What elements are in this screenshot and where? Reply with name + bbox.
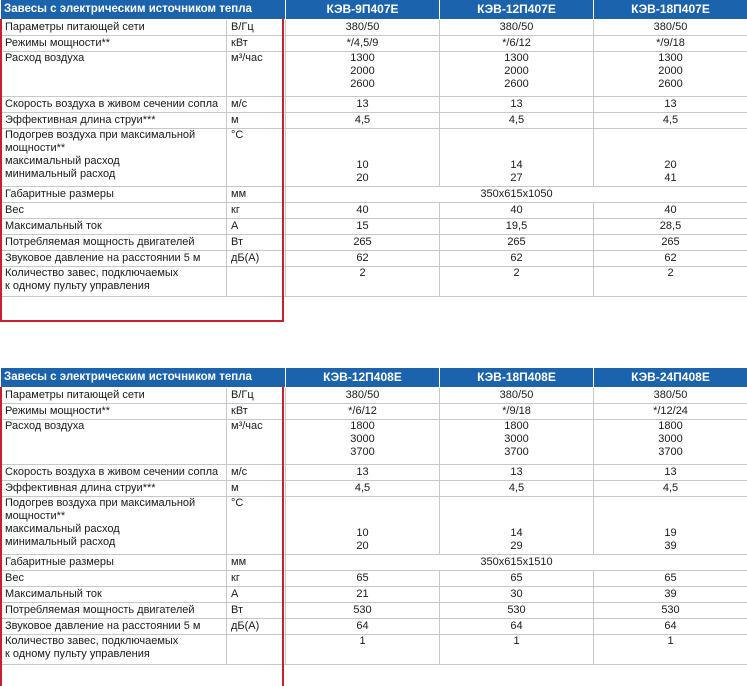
param-value: */4,5/9 (286, 36, 440, 52)
param-value: 21 (286, 587, 440, 603)
param-unit: В/Гц (227, 20, 286, 36)
param-value-line: 39 (664, 540, 677, 552)
param-value: 40 (286, 203, 440, 219)
table-row (1, 555, 747, 571)
table-row (1, 465, 747, 481)
param-value-line: 1800 (504, 420, 529, 432)
param-value-line: 3700 (350, 446, 375, 458)
param-unit: дБ(А) (227, 251, 286, 267)
param-value-line: 10 (356, 527, 369, 539)
param-value (440, 420, 594, 465)
param-value: 265 (594, 235, 747, 251)
param-value: 530 (440, 603, 594, 619)
param-name-line: мощности** (5, 510, 66, 522)
model-header: КЭВ-18П408Е (440, 368, 594, 388)
param-value (594, 420, 747, 465)
param-unit: Вт (227, 235, 286, 251)
param-value: 4,5 (594, 113, 747, 129)
param-value (440, 129, 594, 187)
param-name-line: к одному пульту управления (5, 280, 150, 292)
table-row (1, 251, 747, 267)
param-value: 64 (286, 619, 440, 635)
param-name (1, 635, 227, 665)
param-value-line: 20 (664, 159, 677, 171)
param-value (594, 129, 747, 187)
param-value: 28,5 (594, 219, 747, 235)
param-value: 4,5 (594, 481, 747, 497)
param-value (440, 497, 594, 555)
table-row (1, 497, 747, 555)
param-value: 62 (594, 251, 747, 267)
table-row (1, 187, 747, 203)
param-value: 380/50 (286, 20, 440, 36)
table-row (1, 420, 747, 465)
param-value: 2 (440, 267, 594, 297)
param-unit: В/Гц (227, 388, 286, 404)
param-unit: мм (227, 555, 286, 571)
param-value: 62 (286, 251, 440, 267)
param-name: Расход воздуха (1, 420, 227, 465)
param-value-line: 2600 (658, 78, 683, 90)
table-row (1, 97, 747, 113)
table-row (1, 619, 747, 635)
param-value-line: 29 (510, 540, 523, 552)
table-row (1, 129, 747, 187)
param-value: 380/50 (594, 20, 747, 36)
table-row (1, 52, 747, 97)
param-name: Вес (1, 203, 227, 219)
param-unit: °С (227, 497, 286, 555)
param-value: 15 (286, 219, 440, 235)
param-name-line: Подогрев воздуха при максимальной (5, 497, 196, 509)
param-unit: м/с (227, 465, 286, 481)
table-row (1, 587, 747, 603)
param-name: Максимальный ток (1, 587, 227, 603)
param-value: */9/18 (594, 36, 747, 52)
param-value-line: 27 (510, 172, 523, 184)
param-name (1, 129, 227, 187)
param-value-line: 2000 (350, 65, 375, 77)
table-title: Завесы с электрическим источником тепла (1, 0, 286, 20)
param-unit: м/с (227, 97, 286, 113)
param-name: Максимальный ток (1, 219, 227, 235)
param-value: */6/12 (440, 36, 594, 52)
table-row (1, 571, 747, 587)
param-unit: кВт (227, 36, 286, 52)
param-value: 30 (440, 587, 594, 603)
table-row (1, 404, 747, 420)
param-name: Эффективная длина струи*** (1, 481, 227, 497)
param-value: 62 (440, 251, 594, 267)
param-value: 530 (286, 603, 440, 619)
param-unit: кг (227, 571, 286, 587)
param-value: 265 (286, 235, 440, 251)
table-row (1, 267, 747, 297)
param-value: 65 (594, 571, 747, 587)
param-value: 2 (594, 267, 747, 297)
param-name-line: Количество завес, подключаемых (5, 267, 179, 279)
table-row (1, 113, 747, 129)
param-value: 1 (440, 635, 594, 665)
param-value: 13 (286, 97, 440, 113)
param-value: */9/18 (440, 404, 594, 420)
param-name-line: Количество завес, подключаемых (5, 635, 179, 647)
param-value-line: 20 (356, 172, 369, 184)
table-header-row (1, 0, 747, 20)
param-value-line: 2600 (504, 78, 529, 90)
param-name: Потребляемая мощность двигателей (1, 603, 227, 619)
model-header: КЭВ-18П407Е (594, 0, 747, 20)
param-unit: А (227, 587, 286, 603)
param-name: Скорость воздуха в живом сечении сопла (1, 97, 227, 113)
param-name: Параметры питающей сети (1, 388, 227, 404)
param-value: 64 (440, 619, 594, 635)
param-name-line: Подогрев воздуха при максимальной (5, 129, 196, 141)
param-value: 13 (440, 97, 594, 113)
param-name: Потребляемая мощность двигателей (1, 235, 227, 251)
param-value (594, 52, 747, 97)
param-value-line: 1300 (504, 52, 529, 64)
param-unit: мм (227, 187, 286, 203)
param-unit: м (227, 481, 286, 497)
param-name-line: максимальный расход (5, 155, 120, 167)
param-value: 2 (286, 267, 440, 297)
param-value-line: 3700 (658, 446, 683, 458)
param-value-line: 1800 (350, 420, 375, 432)
param-value (286, 420, 440, 465)
param-unit: м (227, 113, 286, 129)
param-value (594, 497, 747, 555)
param-name: Звуковое давление на расстоянии 5 м (1, 619, 227, 635)
table-header-row (1, 368, 747, 388)
param-name: Звуковое давление на расстоянии 5 м (1, 251, 227, 267)
param-value: 4,5 (440, 113, 594, 129)
param-value: 13 (440, 465, 594, 481)
param-value: 4,5 (286, 113, 440, 129)
param-name: Габаритные размеры (1, 187, 227, 203)
param-value: 65 (440, 571, 594, 587)
param-value: 13 (286, 465, 440, 481)
param-value: 380/50 (286, 388, 440, 404)
param-name-line: мощности** (5, 142, 66, 154)
param-value: 380/50 (440, 388, 594, 404)
param-unit: °С (227, 129, 286, 187)
param-value: 350х615х1050 (286, 187, 747, 203)
param-value-line: 2000 (658, 65, 683, 77)
param-name-line: минимальный расход (5, 168, 116, 180)
param-value-line: 3000 (504, 433, 529, 445)
param-value: 13 (594, 97, 747, 113)
param-value: 1 (594, 635, 747, 665)
param-unit: м³/час (227, 420, 286, 465)
param-value-line: 1800 (658, 420, 683, 432)
param-value-line: 14 (510, 527, 523, 539)
table-row (1, 635, 747, 665)
param-name (1, 497, 227, 555)
param-value (286, 129, 440, 187)
param-value: 19,5 (440, 219, 594, 235)
param-value-line: 41 (664, 172, 677, 184)
model-header: КЭВ-24П408Е (594, 368, 747, 388)
param-value (440, 52, 594, 97)
table-row (1, 603, 747, 619)
param-value: */6/12 (286, 404, 440, 420)
param-unit: кВт (227, 404, 286, 420)
param-value-line: 14 (510, 159, 523, 171)
param-name: Расход воздуха (1, 52, 227, 97)
param-value: 40 (594, 203, 747, 219)
spec-table (0, 0, 747, 297)
table-row (1, 36, 747, 52)
table-row (1, 481, 747, 497)
param-unit: А (227, 219, 286, 235)
param-value-line: 20 (356, 540, 369, 552)
model-header: КЭВ-9П407Е (286, 0, 440, 20)
param-value-line: 3000 (350, 433, 375, 445)
param-name: Режимы мощности** (1, 36, 227, 52)
table-title: Завесы с электрическим источником тепла (1, 368, 286, 388)
param-value: 4,5 (440, 481, 594, 497)
param-value: 530 (594, 603, 747, 619)
param-value: */12/24 (594, 404, 747, 420)
param-unit (227, 267, 286, 297)
param-value: 40 (440, 203, 594, 219)
param-unit: Вт (227, 603, 286, 619)
param-value (286, 497, 440, 555)
table-row (1, 20, 747, 36)
param-name-line: максимальный расход (5, 523, 120, 535)
param-value: 380/50 (594, 388, 747, 404)
param-value: 1 (286, 635, 440, 665)
param-name: Скорость воздуха в живом сечении сопла (1, 465, 227, 481)
param-value: 4,5 (286, 481, 440, 497)
model-header: КЭВ-12П408Е (286, 368, 440, 388)
param-value-line: 3000 (658, 433, 683, 445)
param-name: Эффективная длина струи*** (1, 113, 227, 129)
param-value (286, 52, 440, 97)
param-value: 265 (440, 235, 594, 251)
param-value: 65 (286, 571, 440, 587)
param-unit (227, 635, 286, 665)
param-value-line: 2600 (350, 78, 375, 90)
param-unit: дБ(А) (227, 619, 286, 635)
param-name (1, 267, 227, 297)
param-value: 350х615х1510 (286, 555, 747, 571)
param-value: 380/50 (440, 20, 594, 36)
param-unit: м³/час (227, 52, 286, 97)
table-row (1, 219, 747, 235)
param-name: Габаритные размеры (1, 555, 227, 571)
param-value: 64 (594, 619, 747, 635)
param-value-line: 3700 (504, 446, 529, 458)
param-value-line: 1300 (350, 52, 375, 64)
param-value-line: 10 (356, 159, 369, 171)
table-row (1, 388, 747, 404)
param-value-line: 1300 (658, 52, 683, 64)
param-value: 13 (594, 465, 747, 481)
spec-table (0, 368, 747, 665)
param-value: 39 (594, 587, 747, 603)
table-row (1, 203, 747, 219)
table-row (1, 235, 747, 251)
param-value-line: 2000 (504, 65, 529, 77)
param-value-line: 19 (664, 527, 677, 539)
param-name: Вес (1, 571, 227, 587)
param-name-line: к одному пульту управления (5, 648, 150, 660)
param-name: Режимы мощности** (1, 404, 227, 420)
param-unit: кг (227, 203, 286, 219)
model-header: КЭВ-12П407Е (440, 0, 594, 20)
param-name-line: минимальный расход (5, 536, 116, 548)
param-name: Параметры питающей сети (1, 20, 227, 36)
